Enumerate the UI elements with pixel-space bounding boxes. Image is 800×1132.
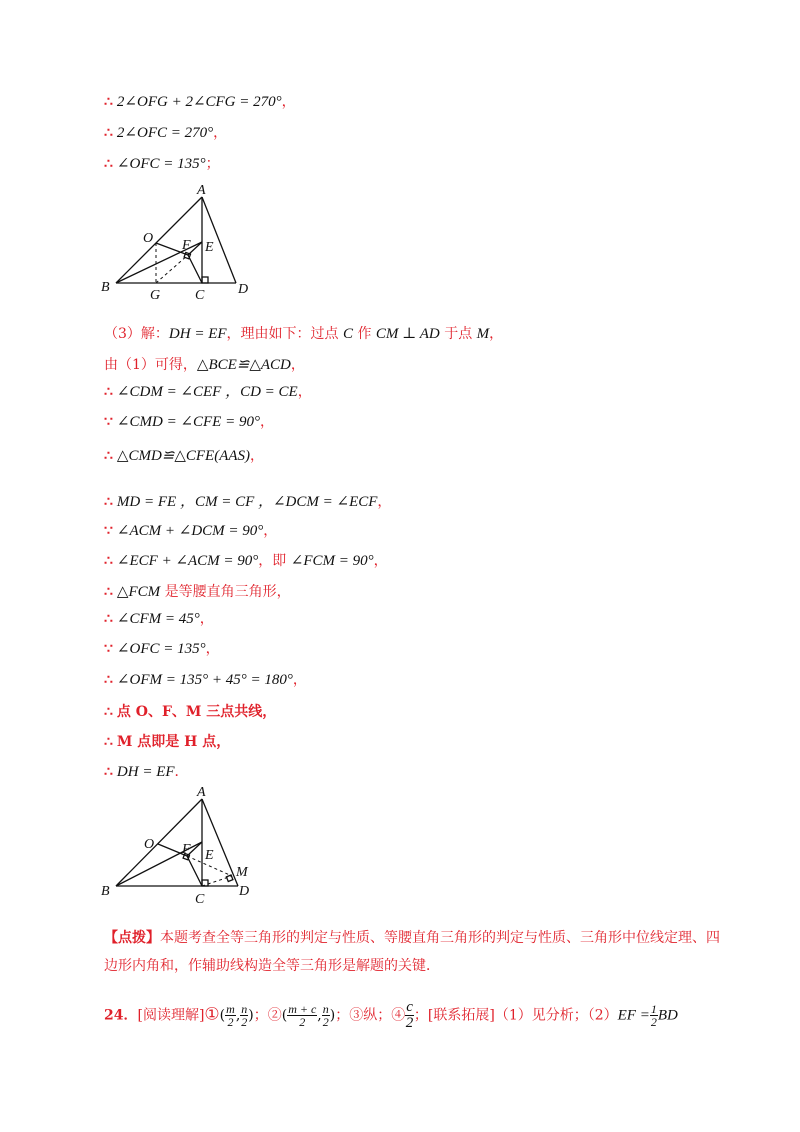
equation: ∠ECF + ∠ACM = 90° <box>116 553 259 569</box>
note-tag: 【点拨】 <box>104 930 160 946</box>
label-E: E <box>205 240 214 255</box>
numerator: m <box>226 1002 235 1016</box>
equation: EF = <box>617 1007 650 1024</box>
text: M 点即是 H 点， <box>116 734 231 750</box>
label-D: D <box>238 282 249 297</box>
label-D: D <box>239 884 250 899</box>
therefore-symbol: ∴ <box>104 94 113 110</box>
denominator: 2 <box>650 1015 657 1029</box>
punct: ， <box>199 611 214 627</box>
label-A: A <box>197 785 206 800</box>
punct: ， <box>259 414 274 430</box>
text: 是等腰直角三角形， <box>160 584 291 600</box>
text: ， <box>489 326 504 342</box>
text: ，理由如下：过点 <box>226 326 343 342</box>
label-C: C <box>195 892 205 907</box>
punct: ； <box>205 156 220 172</box>
punct: ， <box>292 672 307 688</box>
label-G: G <box>150 288 161 303</box>
therefore-symbol: ∴ <box>104 584 113 600</box>
text: ，即 <box>258 553 291 569</box>
equation: ∠OFM = 135° + 45° = 180° <box>116 672 293 688</box>
punct: ， <box>281 94 296 110</box>
label-C: C <box>195 288 205 303</box>
denominator: 2 <box>241 1015 248 1029</box>
part3-line-10 <box>104 609 214 629</box>
label-A: A <box>197 183 206 198</box>
note-text: 本题考查全等三角形的判定与性质、等腰直角三角形的判定与性质、三角形中位线定理、四边形内角和，作辅助线构造全等三角形是解题的关键． <box>104 930 720 974</box>
numerator: c <box>406 999 413 1015</box>
punct: ． <box>174 764 189 780</box>
fraction <box>405 1000 414 1031</box>
part3-line-9 <box>104 582 291 602</box>
denominator: 2 <box>322 1015 329 1029</box>
equation: △FCM <box>116 584 161 600</box>
equation: 2∠OFC = 270° <box>116 125 214 141</box>
equation: ∠CDM = ∠CEF ，CD = CE <box>116 384 298 400</box>
fraction <box>287 1003 317 1028</box>
geometry-figure-1 <box>96 180 266 305</box>
circled-1: ① <box>204 1004 220 1025</box>
part3-line-13 <box>104 702 276 722</box>
part3-line-3 <box>104 382 312 402</box>
equation: CM ⊥ AD <box>375 326 440 342</box>
equation: ∠OFC = 135° <box>116 641 206 657</box>
part3-line-4 <box>104 412 274 432</box>
punct: ， <box>377 494 392 510</box>
text: 点 O、F、M 三点共线， <box>116 704 277 720</box>
numerator: m + c <box>288 1002 317 1016</box>
because-symbol: ∵ <box>104 414 113 430</box>
because-symbol: ∵ <box>104 641 113 657</box>
equation: ∠OFC = 135° <box>116 156 206 172</box>
separator: ； <box>413 1007 428 1024</box>
equation: △BCE≌△ACD <box>196 357 291 373</box>
part3-line-1 <box>104 324 503 344</box>
label-O: O <box>144 837 155 852</box>
part3-line-12 <box>104 670 307 690</box>
equation: ∠CMD = ∠CFE = 90° <box>116 414 260 430</box>
punct: ， <box>373 553 388 569</box>
therefore-symbol: ∴ <box>104 611 113 627</box>
therefore-symbol: ∴ <box>104 448 113 464</box>
fraction <box>322 1003 330 1028</box>
part3-line-15 <box>104 762 189 782</box>
circled-3: ③纵； <box>349 1007 392 1024</box>
point-name: C <box>343 326 354 342</box>
line-3 <box>104 154 220 174</box>
text: 由（1）可得， <box>104 357 197 373</box>
equation: 2∠OFG + 2∠CFG = 270° <box>116 94 282 110</box>
label-E: E <box>205 848 214 863</box>
label-B: B <box>101 884 110 899</box>
label-M: M <box>236 865 248 880</box>
therefore-symbol: ∴ <box>104 672 113 688</box>
denominator: 2 <box>405 1015 414 1031</box>
fraction <box>650 1003 658 1028</box>
denominator: 2 <box>299 1015 306 1029</box>
section-tag: [阅读理解] <box>137 1007 205 1024</box>
part3-line-7 <box>104 521 277 541</box>
punct: ， <box>213 125 228 141</box>
answer-24: 24．[阅读理解]①( $\frac{m}{2}$ , $\frac{n}{2}$ )；②( $\frac{m + c}{2}$ , $\frac{n}{2}$ )；③纵；④ $\frac{c}{2}$ ；[联系拓展]（1）见分析；（2）EF = $\frac{1}{2}$ BD <box>104 999 678 1031</box>
numerator: 1 <box>650 1002 657 1016</box>
question-number: 24． <box>104 1007 138 1024</box>
text: 于点 <box>439 326 477 342</box>
punct: ， <box>205 641 220 657</box>
equation: DH = EF <box>116 764 175 780</box>
text: 作 <box>353 326 376 342</box>
punct: ， <box>290 357 305 373</box>
numerator: n <box>322 1002 329 1016</box>
label-B: B <box>101 280 110 295</box>
geometry-figure-2 <box>96 782 266 907</box>
part3-line-2 <box>104 355 305 375</box>
therefore-symbol: ∴ <box>104 764 113 780</box>
punct: ， <box>250 448 265 464</box>
punct: ， <box>263 523 278 539</box>
equation: ∠FCM = 90° <box>290 553 374 569</box>
because-symbol: ∵ <box>104 523 113 539</box>
therefore-symbol: ∴ <box>104 125 113 141</box>
therefore-symbol: ∴ <box>104 494 113 510</box>
denominator: 2 <box>227 1015 234 1029</box>
numerator: n <box>241 1002 248 1016</box>
part3-line-8 <box>104 551 388 571</box>
therefore-symbol: ∴ <box>104 384 113 400</box>
equation: DH = EF <box>168 326 227 342</box>
part3-line-11 <box>104 639 220 659</box>
equation: ∠ACM + ∠DCM = 90° <box>116 523 264 539</box>
line-1 <box>104 92 296 112</box>
separator: ； <box>335 1007 350 1024</box>
part3-line-6 <box>104 492 391 512</box>
equation: BD <box>657 1007 678 1024</box>
part3-line-5 <box>104 446 264 466</box>
label-F: F <box>182 842 191 857</box>
extension-text: [联系拓展]（1）见分析；（2） <box>427 1007 618 1024</box>
line-2 <box>104 123 227 143</box>
therefore-symbol: ∴ <box>104 704 113 720</box>
fraction <box>225 1003 236 1028</box>
equation: △CMD≌△CFE(AAS) <box>116 448 251 464</box>
separator: ； <box>253 1007 268 1024</box>
therefore-symbol: ∴ <box>104 156 113 172</box>
part3-line-14 <box>104 732 230 752</box>
label-F: F <box>182 238 191 253</box>
circled-2: ② <box>267 1007 282 1024</box>
equation: MD = FE ，CM = CF ，∠DCM = ∠ECF <box>116 494 378 510</box>
equation: ∠CFM = 45° <box>116 611 200 627</box>
label-O: O <box>143 231 154 246</box>
point-name: M <box>476 326 490 342</box>
circled-4: ④ <box>391 1007 406 1024</box>
therefore-symbol: ∴ <box>104 553 113 569</box>
therefore-symbol: ∴ <box>104 734 113 750</box>
key-point-note <box>104 924 720 980</box>
punct: ， <box>297 384 312 400</box>
text: （3）解： <box>104 326 169 342</box>
